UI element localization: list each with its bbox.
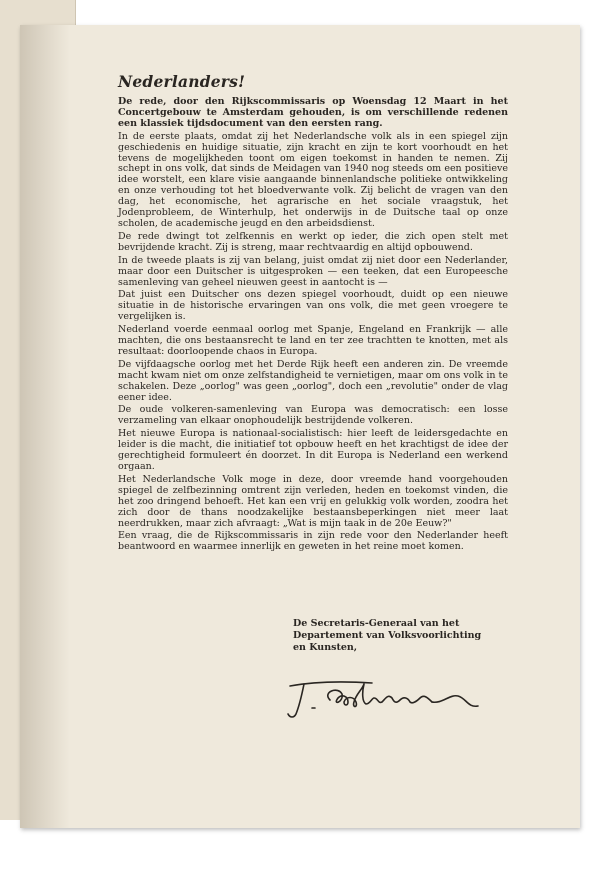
paragraph-7: De vijfdaagsche oorlog met het Derde Rijk heeft een anderen zin. De vreemde macht kwam niet om onze zelfstandigheid te vernietigen, maar om ons volk in te schakelen. Deze „oorlog" was geen „oorlog", doch een „revolutie" onder de vlag eener idee.: [118, 358, 508, 403]
paragraph-8: De oude volkeren-samenleving van Europa was democratisch: een losse verzameling van elkaar onophoudelijk bestrijdende volkeren.: [118, 404, 508, 427]
paragraph-1: De rede, door den Rijkscommissaris op Woensdag 12 Maart in het Concertgebouw te Amsterdam gehouden, is om verschillende redenen een klassiek tijdsdocument van den eersten rang.: [118, 96, 508, 129]
paragraph-2: In de eerste plaats, omdat zij het Nederlandsche volk als in een spiegel zijn geschiedenis en huidige situatie, zijn kracht en zijn te kort voorhoudt en het tevens de mogelijkheden toont om eigen toekomst in handen te nemen. Zij schept in ons volk, dat sinds de Meidagen van 1940 nog steeds om een positieve idee worstelt, een klare visie aangaande binnenlandsche politieke ontwikkeling en onze verhouding tot het bloedverwante volk. Zij belicht de vragen van den dag, het economische, het agrarische en het sociale vraagstuk, het Jodenprobleem, de Winterhulp, het onderwijs in de Duitsche taal op onze scholen, de academische jeugd en den arbeidsdienst.: [118, 130, 508, 229]
signature-title-line-3: en Kunsten,: [293, 642, 358, 653]
paragraph-5: Dat juist een Duitscher ons dezen spiegel voorhoudt, duidt op een nieuwe situatie in de historische ervaringen van ons volk, die met geen vroegere te vergelijken is.: [118, 289, 508, 323]
signature-title-line-1: De Secretaris-Generaal van het: [293, 618, 460, 629]
page-fold-shadow: [20, 25, 70, 828]
signature-title-line-2: Departement van Volksvoorlichting: [293, 630, 482, 641]
paragraph-11: Een vraag, die de Rijkscommissaris in zijn rede voor den Nederlander heeft beantwoord en waarmee innerlijk en geweten in het reine moet komen.: [118, 530, 508, 553]
signature-block: [293, 618, 513, 654]
document-heading: Nederlanders!: [118, 72, 246, 91]
handwritten-signature: [282, 672, 502, 722]
paragraph-10: Het Nederlandsche Volk moge in deze, door vreemde hand voorgehouden spiegel de zelfbezinning omtrent zijn verleden, heden en toekomst vinden, die het zoo dringend behoeft. Het kan een vrij en gelukkig volk worden, zoodra het zich door de thans noodzakelijke bestaansbeperkingen niet meer laat neerdrukken, maar zich afvraagt: „Wat is mijn taak in de 20e Eeuw?": [118, 473, 508, 529]
document-body: [118, 72, 508, 555]
paragraph-6: Nederland voerde eenmaal oorlog met Spanje, Engeland en Frankrijk — alle machten, die ons bestaansrecht te land en ter zee trachtten te knotten, met als resultaat: doorloopende chaos in Europa.: [118, 324, 508, 357]
paragraph-4: In de tweede plaats is zij van belang, juist omdat zij niet door een Nederlander, maar door een Duitscher is uitgesproken — een teeken, dat een Europeesche samenleving van geheel nieuwen geest in aantocht is —: [118, 254, 508, 288]
paragraph-9: Het nieuwe Europa is nationaal-socialistisch: hier leeft de leidersgedachte en leider is die macht, die initiatief tot opbouw heeft en het krachtigst de idee der gerechtigheid formuleert én doorzet. In dit Europa is Nederland een werkend orgaan.: [118, 428, 508, 472]
paragraph-3: De rede dwingt tot zelfkennis en werkt op ieder, die zich open stelt met bevrijdende kracht. Zij is streng, maar rechtvaardig en altijd opbouwend.: [118, 230, 508, 253]
